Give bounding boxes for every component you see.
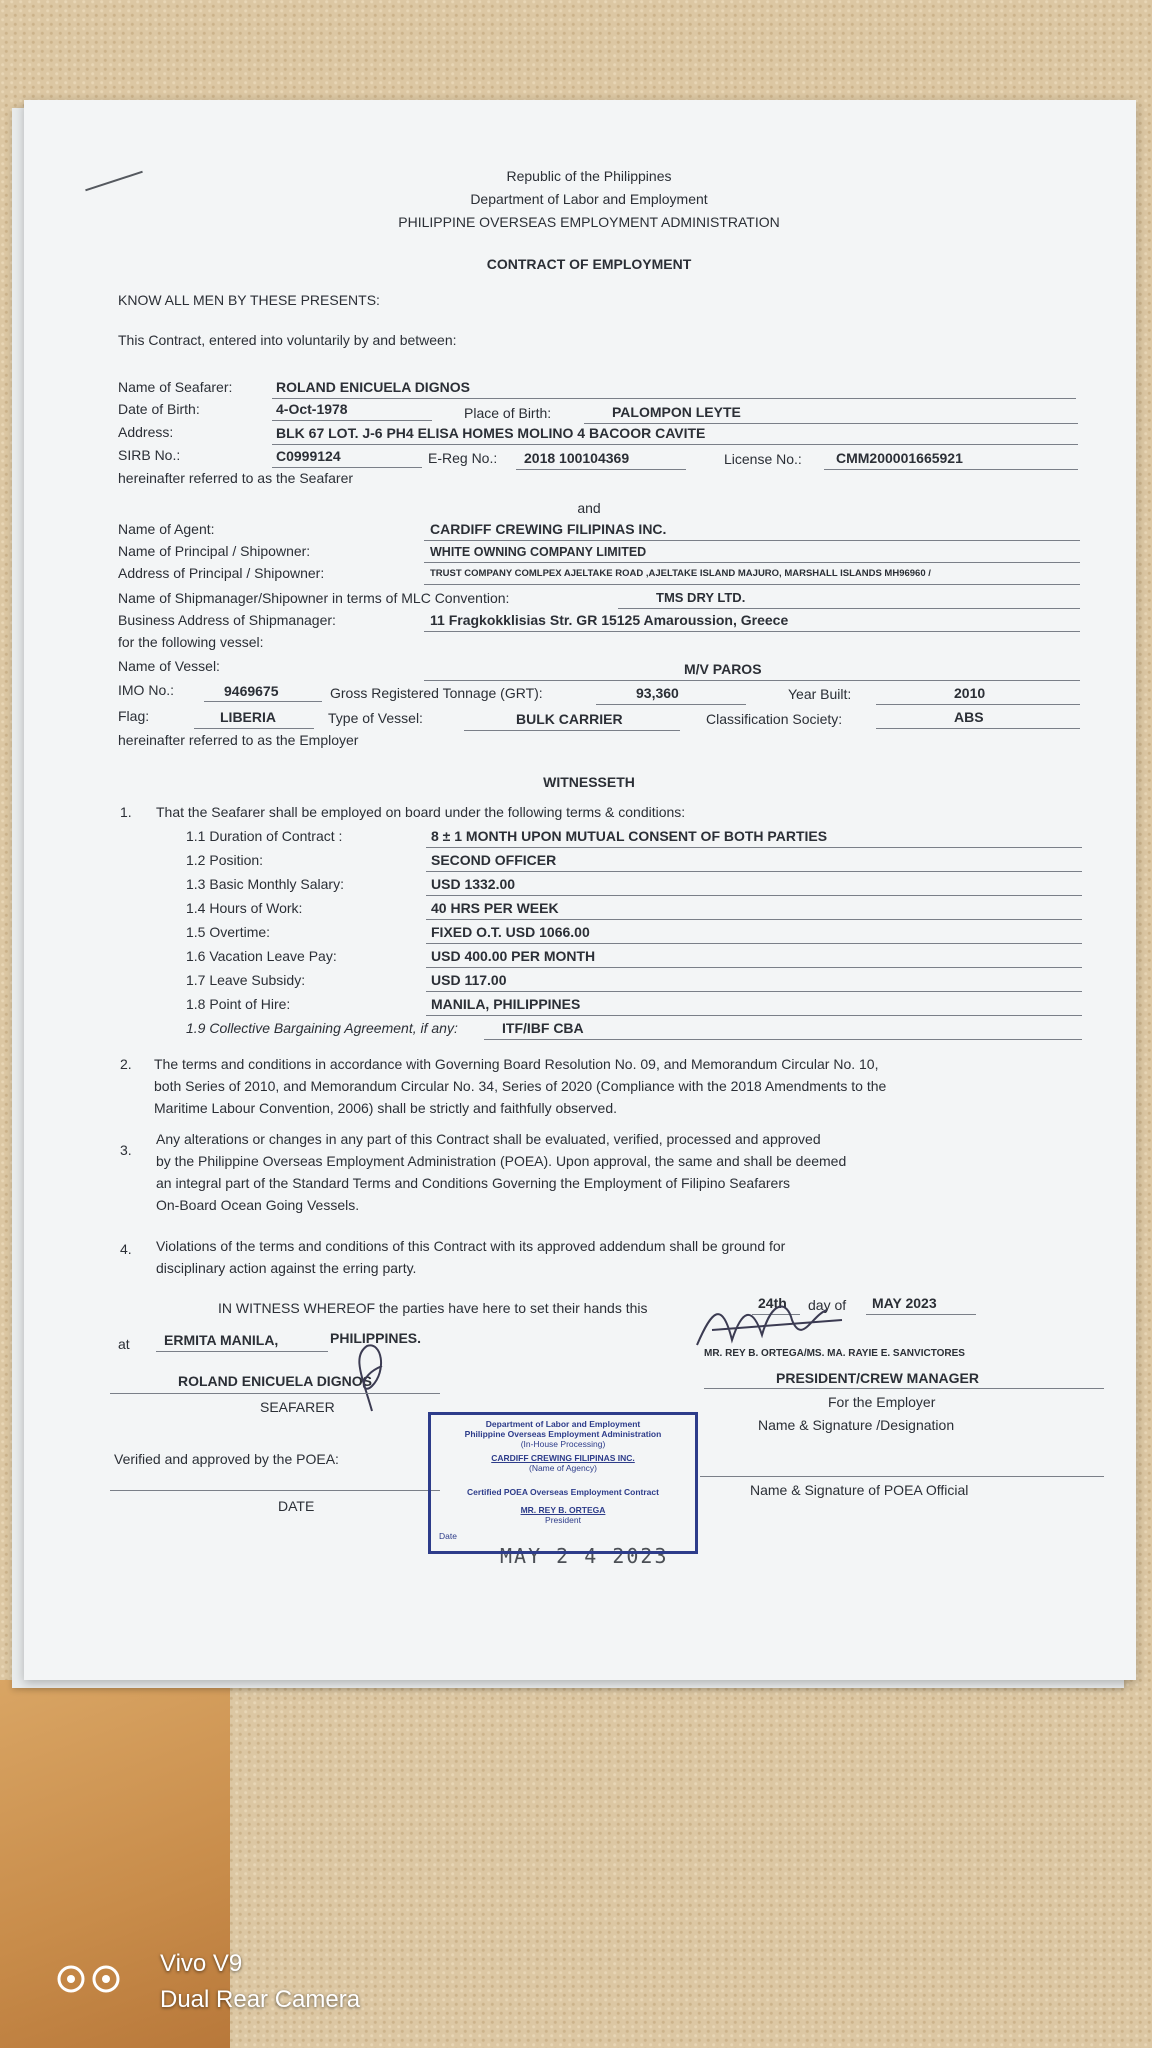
year-label: Year Built: (788, 686, 852, 702)
know-all-text: KNOW ALL MEN BY THESE PRESENTS: (118, 292, 380, 308)
signing-day: 24th (758, 1295, 787, 1311)
pob-label: Place of Birth: (464, 405, 552, 421)
name-signature-designation: Name & Signature /Designation (758, 1417, 955, 1433)
verified-label: Verified and approved by the POEA: (114, 1451, 339, 1467)
term-row-value: 8 ± 1 MONTH UPON MUTUAL CONSENT OF BOTH PARTIES (431, 828, 828, 844)
sirb-label: SIRB No.: (118, 447, 181, 463)
license-label: License No.: (724, 451, 802, 467)
shipmanager-label: Name of Shipmanager/Shipowner in terms of MLC Convention: (118, 590, 510, 606)
term-3-number: 3. (120, 1142, 132, 1158)
seafarer-signed-name: ROLAND ENICUELA DIGNOS (178, 1373, 372, 1389)
signing-place: ERMITA MANILA, (164, 1332, 279, 1348)
term-row-label: 1.8 Point of Hire: (186, 996, 291, 1012)
agent-value: CARDIFF CREWING FILIPINAS INC. (430, 521, 667, 537)
and-text: and (577, 500, 601, 516)
term-row-label: 1.9 Collective Bargaining Agreement, if any: (186, 1020, 458, 1036)
imo-label: IMO No.: (118, 682, 175, 698)
term-row-label: 1.6 Vacation Leave Pay: (186, 948, 337, 964)
type-label: Type of Vessel: (328, 710, 423, 726)
day-of-text: day of (808, 1297, 847, 1313)
term-row-value: MANILA, PHILIPPINES (431, 996, 581, 1012)
stamp-line: MR. REY B. ORTEGA (520, 1505, 606, 1515)
pob-value: PALOMPON LEYTE (612, 404, 741, 420)
at-text: at (118, 1336, 130, 1352)
date-label: DATE (278, 1498, 315, 1514)
class-value: ABS (954, 709, 984, 725)
term-row-label: 1.4 Hours of Work: (186, 900, 303, 916)
employer-referred: hereinafter referred to as the Employer (118, 732, 359, 748)
term-row-value: USD 117.00 (431, 972, 507, 988)
principal-address-value: TRUST COMPANY COMLPEX AJELTAKE ROAD ,AJELTAKE ISLAND MAJURO, MARSHALL ISLANDS MH96960 / (430, 568, 931, 579)
poea-official-label: Name & Signature of POEA Official (750, 1482, 969, 1498)
class-label: Classification Society: (706, 711, 843, 727)
term-2-line: The terms and conditions in accordance with Governing Board Resolution No. 09, and Memorandum Circular No. 10, (154, 1056, 879, 1072)
stamp-line: Certified POEA Overseas Employment Contract (467, 1487, 659, 1497)
term-row-label: 1.5 Overtime: (186, 924, 271, 940)
vessel-value: M/V PAROS (684, 661, 762, 677)
poea-certification-stamp (428, 1412, 698, 1554)
imo-value: 9469675 (224, 683, 279, 699)
term-3-line: Any alterations or changes in any part of this Contract shall be evaluated, verified, processed and approved (156, 1131, 821, 1147)
term-row-value: SECOND OFFICER (431, 852, 557, 868)
stamp-line: Department of Labor and Employment (485, 1419, 641, 1429)
signing-month-year: MAY 2023 (872, 1295, 937, 1311)
seafarer-name-label: Name of Seafarer: (118, 379, 233, 395)
stamp-line: (Name of Agency) (528, 1463, 598, 1473)
header-department: Department of Labor and Employment (470, 191, 708, 207)
stamp-line: CARDIFF CREWING FILIPINAS INC. (491, 1453, 635, 1463)
document-title: CONTRACT OF EMPLOYMENT (486, 256, 692, 272)
witnesseth-heading: WITNESSETH (543, 774, 635, 790)
address-label: Address: (118, 424, 174, 440)
header-poea: PHILIPPINE OVERSEAS EMPLOYMENT ADMINISTRATION (398, 214, 780, 230)
header-republic: Republic of the Philippines (506, 168, 672, 184)
term-3-line: On-Board Ocean Going Vessels. (156, 1197, 360, 1213)
term-4-line: Violations of the terms and conditions of this Contract with its approved addendum shall be ground for (156, 1238, 786, 1254)
principal-label: Name of Principal / Shipowner: (118, 543, 311, 559)
signing-country: PHILIPPINES. (330, 1330, 422, 1346)
biz-address-value: 11 Fragkokklisias Str. GR 15125 Amaroussion, Greece (430, 612, 789, 628)
flag-label: Flag: (118, 708, 150, 724)
stamp-line: Philippine Overseas Employment Administration (464, 1429, 662, 1439)
principal-address-label: Address of Principal / Shipowner: (118, 565, 325, 581)
term-row-value: 40 HRS PER WEEK (431, 900, 559, 916)
term-1-text: That the Seafarer shall be employed on board under the following terms & conditions: (156, 804, 686, 820)
term-2-number: 2. (120, 1056, 132, 1072)
ereg-value: 2018 100104369 (524, 450, 630, 466)
seafarer-referred: hereinafter referred to as the Seafarer (118, 470, 354, 486)
license-value: CMM200001665921 (836, 450, 963, 466)
for-employer-label: For the Employer (828, 1394, 936, 1410)
vessel-label: Name of Vessel: (118, 658, 220, 674)
term-2-line: Maritime Labour Convention, 2006) shall be strictly and faithfully observed. (154, 1100, 618, 1116)
camera-logo-icon (56, 1964, 144, 1994)
term-row-value: USD 400.00 PER MONTH (431, 948, 596, 964)
grt-label: Gross Registered Tonnage (GRT): (330, 685, 543, 701)
year-value: 2010 (954, 685, 986, 701)
term-4-number: 4. (120, 1241, 132, 1257)
seafarer-label: SEAFARER (260, 1399, 335, 1415)
ereg-label: E-Reg No.: (428, 450, 498, 466)
term-row-label: 1.7 Leave Subsidy: (186, 972, 306, 988)
term-row-label: 1.1 Duration of Contract : (186, 828, 343, 844)
camera-model: Vivo V9 (160, 1950, 243, 1977)
term-row-label: 1.3 Basic Monthly Salary: (186, 876, 344, 892)
contract-document (24, 100, 1136, 1680)
term-2-line: both Series of 2010, and Memorandum Circular No. 34, Series of 2020 (Compliance with the 2018 Amendments to the (154, 1078, 887, 1094)
dob-label: Date of Birth: (118, 401, 200, 417)
biz-address-label: Business Address of Shipmanager: (118, 612, 336, 628)
address-value: BLK 67 LOT. J-6 PH4 ELISA HOMES MOLINO 4 BACOOR CAVITE (276, 425, 706, 441)
this-contract-text: This Contract, entered into voluntarily by and between: (118, 332, 457, 348)
following-vessel: for the following vessel: (118, 634, 264, 650)
sirb-value: C0999124 (276, 448, 341, 464)
dob-value: 4-Oct-1978 (276, 401, 348, 417)
term-1-number: 1. (120, 804, 132, 820)
stamp-line: President (545, 1515, 581, 1525)
witness-whereof: IN WITNESS WHEREOF the parties have here to set their hands this (218, 1300, 648, 1316)
seafarer-signature (342, 1336, 402, 1416)
term-row-value: ITF/IBF CBA (502, 1020, 584, 1036)
camera-caption: Dual Rear Camera (160, 1986, 361, 2013)
signatory-title: PRESIDENT/CREW MANAGER (776, 1370, 980, 1386)
term-row-value: USD 1332.00 (431, 876, 516, 892)
stamp-line: (In-House Processing) (520, 1439, 606, 1449)
term-3-line: an integral part of the Standard Terms and Conditions Governing the Employment of Filipino Seafarers (156, 1175, 790, 1191)
type-value: BULK CARRIER (516, 711, 623, 727)
principal-value: WHITE OWNING COMPANY LIMITED (430, 545, 647, 559)
stamp-line: Date (439, 1531, 457, 1541)
seafarer-name-value: ROLAND ENICUELA DIGNOS (276, 379, 470, 395)
term-row-label: 1.2 Position: (186, 852, 264, 868)
date-stamp: MAY 2 4 2023 (500, 1544, 669, 1568)
term-row-value: FIXED O.T. USD 1066.00 (431, 924, 590, 940)
term-3-line: by the Philippine Overseas Employment Administration (POEA). Upon approval, the same and shall be deemed (156, 1153, 847, 1169)
term-4-line: disciplinary action against the erring party. (156, 1260, 417, 1276)
shipmanager-value: TMS DRY LTD. (656, 590, 746, 605)
grt-value: 93,360 (636, 685, 679, 701)
agent-label: Name of Agent: (118, 521, 215, 537)
signatory-names: MR. REY B. ORTEGA/MS. MA. RAYIE E. SANVICTORES (704, 1348, 965, 1359)
flag-value: LIBERIA (220, 709, 276, 725)
